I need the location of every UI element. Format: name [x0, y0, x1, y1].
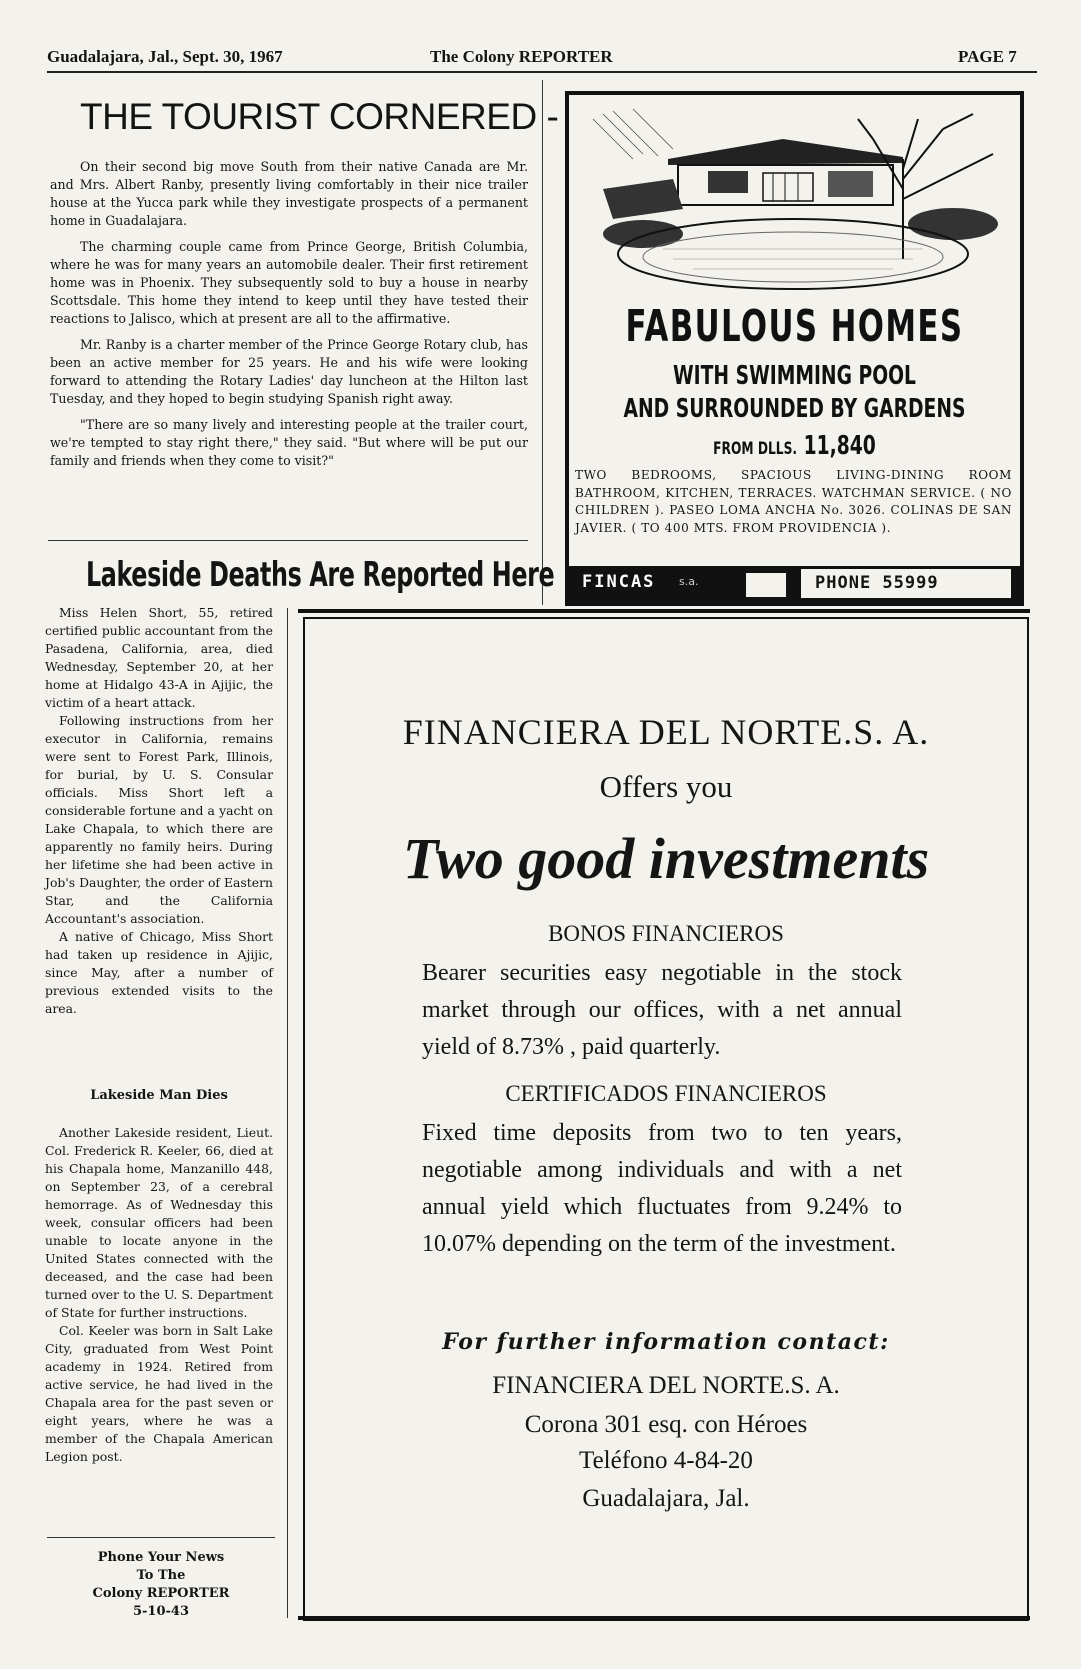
deaths-paragraph: Col. Keeler was born in Salt Lake City, graduated from West Point academy in 1924. Retired from active service, he had lived in the Chapala area for the past seven or eight years, where he was a member of the Chapala American Legion post.	[45, 1323, 273, 1464]
tourist-paragraph: The charming couple came from Prince George, British Columbia, where he was for many years an automobile dealer. Their first retirement home was in Phoenix. They subsequently sold to buy a house in nearby Scottsdale. This home they intend to keep until they have tested their reactions to Jalisco, which at present are all to the affirmative.	[50, 239, 528, 326]
contact-company: FINANCIERA DEL NORTE.S. A.	[492, 1372, 840, 1399]
fincas-brand: FINCAS	[582, 572, 656, 592]
tourist-headline: THE TOURIST CORNERED -	[80, 96, 559, 137]
homes-ad	[565, 91, 1024, 606]
offers-line: Offers you	[599, 769, 733, 804]
bonos-text: Bearer securities easy negotiable in the stock market through our offices, with a net annual yield of 8.73% , paid quarterly.	[422, 960, 902, 1060]
tourist-article	[50, 158, 528, 478]
masthead-rule	[47, 71, 1037, 73]
boxnote-line: 5-10-43	[132, 1604, 190, 1619]
deaths-headline: Lakeside Deaths Are Reported Here	[86, 555, 555, 595]
deaths-paragraph: Another Lakeside resident, Lieut. Col. Frederick R. Keeler, 66, died at his Chapala home, Manzanillo 448, on September 23, of a cerebral hemorrage. As of Wednesday this week, consular officers had been unable to locate anyone in the United States connected with the deceased, and the case had been turned over to the U. S. Department of State for further instructions.	[45, 1125, 273, 1320]
homes-ad-footer	[569, 566, 1020, 602]
price-prefix: FROM DLLS.	[713, 439, 798, 459]
tourist-paragraph: "There are so many lively and interesting people at the trailer court, we're tempted to stay right there," they said. "But where will be put our family and friends when they come to visit?"	[50, 417, 528, 468]
boxnote-line: Colony REPORTER	[92, 1586, 230, 1601]
narrow-column-divider	[287, 608, 288, 1618]
investments-slogan: Two good investments	[402, 826, 930, 891]
ad-bottom-rule	[298, 1616, 1030, 1620]
certificados-text: Fixed time deposits from two to ten years, negotiable among individuals and with a net annual yield which fluctuates from 9.24% to 10.07% depending on the term of the investment.	[422, 1120, 902, 1257]
deaths-paragraph: Miss Helen Short, 55, retired certified public accountant from the Pasadena, California, area, died Wednesday, September 20, at her home at Hidalgo 43-A in Ajijic, the victim of a heart attack.	[45, 605, 273, 710]
fincas-logo-icon	[744, 571, 788, 599]
boxnote-line: Phone Your News	[97, 1550, 225, 1565]
contact-phone: Teléfono 4-84-20	[579, 1447, 753, 1474]
price-value: 11,840	[803, 431, 876, 461]
house-illustration	[573, 99, 1016, 297]
contact-city: Guadalajara, Jal.	[582, 1485, 750, 1512]
contact-label: For further information contact:	[442, 1329, 890, 1355]
certificados-heading: CERTIFICADOS FINANCIEROS	[505, 1081, 827, 1106]
bonos-heading: BONOS FINANCIEROS	[548, 921, 784, 946]
homes-line-gardens: AND SURROUNDED BY GARDENS	[623, 394, 966, 424]
box-divider	[47, 1537, 275, 1538]
dateline: Guadalajara, Jal., Sept. 30, 1967	[47, 47, 283, 66]
homes-phone: PHONE 55999	[801, 569, 1011, 598]
homes-price-line	[560, 431, 1029, 461]
homes-line-pool: WITH SWIMMING POOL	[673, 361, 916, 391]
deaths-subhead: Lakeside Man Dies	[90, 1088, 228, 1103]
deaths-paragraph: Following instructions from her executor in California, remains were sent to Forest Park, Illinois, for burial, by U. S. Consular officials. Miss Short left a considerable fortune and a yacht on Lake Chapala, to which there are apparently no family heirs. During her lifetime she had been active in Job's Daughter, the order of Eastern Star, and the California Accountant's association.	[45, 713, 273, 926]
contact-address: Corona 301 esq. con Héroes	[524, 1411, 808, 1438]
deaths-article	[45, 604, 273, 1018]
financiera-ad	[303, 617, 1029, 1621]
phone-your-news-box	[47, 1549, 275, 1621]
newspaper-name: The Colony REPORTER	[430, 47, 613, 66]
ad-top-rule	[298, 609, 1030, 613]
homes-headline: FABULOUS HOMES	[625, 301, 964, 352]
tourist-paragraph: Mr. Ranby is a charter member of the Prince George Rotary club, has been an active member for 25 years. He and his wife were looking forward to attending the Rotary Ladies' day luncheon at the Hilton last Tuesday, and they hoped to begin studying Spanish right away.	[50, 337, 528, 406]
article-divider	[48, 540, 528, 541]
fincas-suffix: s.a.	[679, 575, 699, 588]
tourist-paragraph: On their second big move South from their native Canada are Mr. and Mrs. Albert Ranby, presently living comfortably in their nice trailer house at the Yucca park while they investigate prospects of a permanent home in Guadalajara.	[50, 159, 528, 228]
keeler-article	[45, 1124, 273, 1466]
column-divider	[542, 80, 543, 605]
boxnote-line: To The	[136, 1568, 186, 1583]
deaths-paragraph: A native of Chicago, Miss Short had taken up residence in Ajijic, since May, after a number of previous extended visits to the area.	[45, 929, 273, 1016]
homes-details: TWO BEDROOMS, SPACIOUS LIVING-DINING ROOM BATHROOM, KITCHEN, TERRACES. WATCHMAN SERVICE. ( NO CHILDREN ). PASEO LOMA ANCHA No. 3026. COLINAS DE SAN JAVIER. ( TO 400 MTS. FROM PROVIDENCIA ).	[575, 468, 1012, 535]
page-number: PAGE 7	[958, 47, 1017, 66]
financiera-title: FINANCIERA DEL NORTE.S. A.	[402, 712, 930, 752]
